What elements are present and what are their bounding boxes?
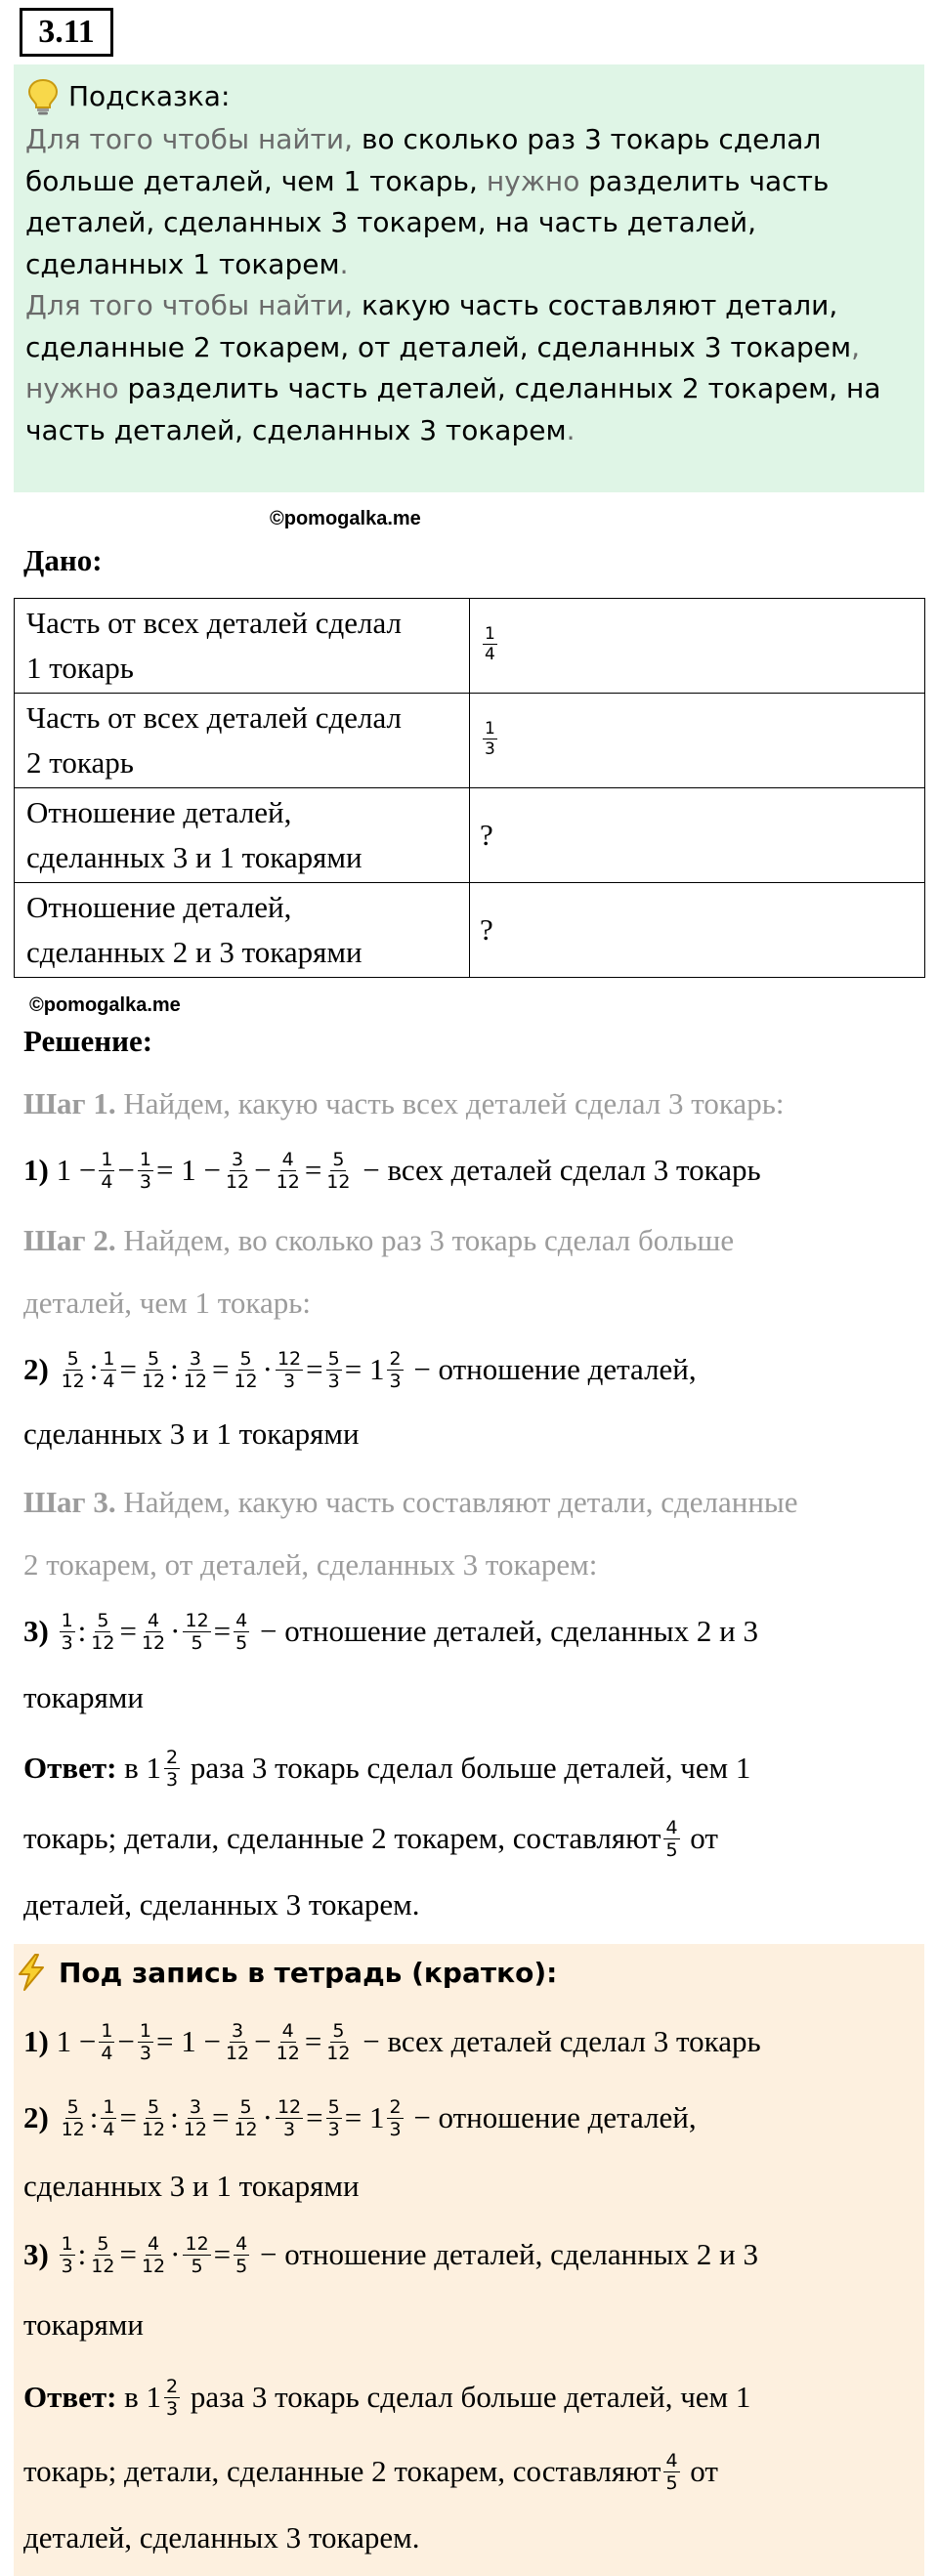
- hint-p2-seg: разделить часть деталей, сделанных 2 токарем, на часть деталей, сделанных 3 токарем: [25, 372, 881, 446]
- hint-p2-seg: нужно: [25, 372, 128, 404]
- calc-line-2: [23, 1340, 697, 1399]
- fraction-numerator: 1: [485, 718, 495, 739]
- fraction-denominator: 4: [485, 644, 495, 664]
- step-text: Найдем, какую часть составляют детали, сделанные: [115, 1485, 798, 1519]
- answer-line-2: [23, 1809, 718, 1868]
- lightbulb-icon: [25, 77, 61, 116]
- step-2: [23, 1211, 734, 1270]
- answer-line-1: [23, 1739, 750, 1797]
- step-3: [23, 1473, 798, 1532]
- calc-tail: − отношение деталей,: [405, 2100, 697, 2134]
- fraction: [483, 624, 497, 664]
- fraction-denominator: 3: [485, 739, 495, 759]
- given-cell-label: [15, 599, 470, 694]
- expr: $\frac{5}{12}$ : $\frac{1}{4}$ = $\frac{5}{12}$ : $\frac{3}{12}$ = $\frac{5}{12}$ · $\frac{12}{3}$ = $\frac{5}{3}$ = 1 $\frac{2}{3}$: [61, 1348, 402, 1393]
- cell-line: сделанных 2 и 3 токарями: [26, 935, 362, 969]
- table-row: [15, 694, 925, 788]
- step-number: Шаг 2.: [23, 1223, 116, 1257]
- lightning-icon: [14, 1953, 49, 1992]
- cell-line: Отношение деталей,: [26, 890, 292, 924]
- answer-label: Ответ:: [23, 2380, 117, 2414]
- watermark: ©pomogalka.me: [29, 994, 181, 1016]
- fraction: $\frac{4}{5}$: [665, 1817, 678, 1862]
- cell-line: сделанных 3 и 1 токарями: [26, 840, 362, 874]
- table-row: [15, 883, 925, 978]
- step-3-cont: 2 токарем, от деталей, сделанных 3 токарем:: [23, 1547, 598, 1582]
- given-cell-label: [15, 788, 470, 883]
- notes-calc-line-3-cont: токарями: [23, 2307, 144, 2342]
- hint-paragraph-1: [25, 119, 913, 285]
- given-cell-value: ?: [470, 788, 925, 883]
- answer-text: в 1: [116, 1751, 162, 1785]
- answer-label: Ответ:: [23, 1751, 117, 1785]
- answer-text: раза 3 токарь сделал больше деталей, чем 1: [183, 1751, 751, 1785]
- given-table: [14, 598, 925, 978]
- item-number: 3): [23, 1614, 49, 1648]
- answer-text: токарь; детали, сделанные 2 токарем, составляют: [23, 1821, 661, 1855]
- answer-line-3: деталей, сделанных 3 токарем.: [23, 1887, 420, 1921]
- hint-p2-seg: .: [566, 413, 576, 446]
- cell-line: Часть от всех деталей сделал: [26, 606, 403, 640]
- calc-tail: − отношение деталей, сделанных 2 и 3: [252, 1614, 758, 1648]
- notes-calc-line-3: [23, 2225, 758, 2284]
- hint-p2-seg: Для того чтобы найти,: [25, 289, 362, 321]
- table-row: [15, 599, 925, 694]
- cell-line: Часть от всех деталей сделал: [26, 700, 403, 735]
- fraction: $\frac{2}{3}$: [166, 1747, 179, 1792]
- given-cell-value: ?: [470, 883, 925, 978]
- item-number: 1): [23, 1153, 49, 1187]
- hint-p1-seg: нужно: [477, 164, 589, 197]
- expr: 1 − $\frac{1}{4}$ − $\frac{1}{3}$ = 1 − $\frac{3}{12}$ − $\frac{4}{12}$ = $\frac{5}{12}$: [56, 1149, 351, 1194]
- fraction: $\frac{2}{3}$: [166, 2376, 179, 2421]
- step-text: Найдем, во сколько раз 3 токарь сделал больше: [115, 1223, 735, 1257]
- hint-title: Подсказка:: [68, 79, 231, 112]
- notes-header: [14, 1948, 557, 1997]
- hint-p1-seg: во сколько раз 3 токарь сделал больше деталей, чем 1 токарь,: [25, 123, 822, 197]
- hint-box: [14, 64, 924, 492]
- calc-line-1: [23, 1141, 761, 1200]
- calc-line-3-cont: токарями: [23, 1680, 144, 1714]
- calc-line-3: [23, 1602, 758, 1661]
- expr: $\frac{5}{12}$ : $\frac{1}{4}$ = $\frac{5}{12}$ : $\frac{3}{12}$ = $\frac{5}{12}$ · $\frac{12}{3}$ = $\frac{5}{3}$ = 1 $\frac{2}{3}$: [61, 2096, 402, 2141]
- notes-title: Под запись в тетрадь (кратко):: [59, 1956, 558, 1989]
- cell-line: 1 токарь: [26, 651, 134, 685]
- answer-text: в 1: [116, 2380, 162, 2414]
- given-cell-label: [15, 694, 470, 788]
- answer-text: раза 3 токарь сделал больше деталей, чем 1: [183, 2380, 751, 2414]
- expr: 1 − $\frac{1}{4}$ − $\frac{1}{3}$ = 1 − $\frac{3}{12}$ − $\frac{4}{12}$ = $\frac{5}{12}$: [56, 2020, 351, 2065]
- item-number: 2): [23, 1352, 49, 1386]
- calc-tail: − всех деталей сделал 3 токарь: [355, 2024, 761, 2058]
- expr: $\frac{1}{3}$ : $\frac{5}{12}$ = $\frac{4}{12}$ · $\frac{12}{5}$ = $\frac{4}{5}$: [61, 1610, 248, 1655]
- calc-tail: − отношение деталей,: [405, 1352, 697, 1386]
- given-cell-value: [470, 694, 925, 788]
- given-cell-label: [15, 883, 470, 978]
- answer-text: от: [682, 1821, 718, 1855]
- answer-text: токарь; детали, сделанные 2 токарем, составляют: [23, 2454, 661, 2488]
- hint-p2-seg: какую часть составляют детали, сделанные 2 токарем, от деталей, сделанных 3 токарем: [25, 289, 852, 363]
- notes-answer-line-1: [23, 2368, 750, 2427]
- hint-header: [25, 74, 913, 119]
- solution-label: Решение:: [23, 1024, 153, 1058]
- answer-text: от: [682, 2454, 718, 2488]
- hint-p1-seg: .: [339, 247, 349, 280]
- item-number: 3): [23, 2237, 49, 2271]
- calc-line-2-cont: сделанных 3 и 1 токарями: [23, 1416, 360, 1451]
- problem-number: 3.11: [20, 8, 113, 57]
- hint-p1-seg: разделить часть деталей, сделанных 3 токарем, на часть деталей, сделанных 1 токарем: [25, 164, 830, 280]
- hint-paragraph-2: [25, 285, 913, 451]
- step-number: Шаг 3.: [23, 1485, 116, 1519]
- step-1: [23, 1075, 784, 1133]
- given-label: Дано:: [23, 543, 103, 577]
- step-number: Шаг 1.: [23, 1086, 116, 1120]
- hint-p2-seg: ,: [851, 330, 861, 363]
- item-number: 2): [23, 2100, 49, 2134]
- cell-line: Отношение деталей,: [26, 795, 292, 829]
- calc-tail: − отношение деталей, сделанных 2 и 3: [252, 2237, 758, 2271]
- notes-calc-line-1: [23, 2012, 761, 2071]
- step-text: Найдем, какую часть всех деталей сделал 3 токарь:: [115, 1086, 785, 1120]
- cell-line: 2 токарь: [26, 745, 134, 780]
- notes-answer-line-3: деталей, сделанных 3 токарем.: [23, 2520, 420, 2555]
- fraction-numerator: 1: [485, 623, 495, 644]
- step-2-cont: деталей, чем 1 токарь:: [23, 1286, 312, 1320]
- fraction: $\frac{4}{5}$: [665, 2450, 678, 2495]
- given-cell-value: [470, 599, 925, 694]
- expr: $\frac{1}{3}$ : $\frac{5}{12}$ = $\frac{4}{12}$ · $\frac{12}{5}$ = $\frac{4}{5}$: [61, 2233, 248, 2278]
- calc-tail: − всех деталей сделал 3 токарь: [355, 1153, 761, 1187]
- notes-calc-line-2-cont: сделанных 3 и 1 токарями: [23, 2169, 360, 2203]
- item-number: 1): [23, 2024, 49, 2058]
- notes-calc-line-2: [23, 2089, 697, 2147]
- hint-p1-seg: Для того чтобы найти,: [25, 123, 362, 155]
- fraction: [483, 719, 497, 759]
- watermark: ©pomogalka.me: [270, 508, 421, 529]
- notes-answer-line-2: [23, 2442, 718, 2501]
- table-row: [15, 788, 925, 883]
